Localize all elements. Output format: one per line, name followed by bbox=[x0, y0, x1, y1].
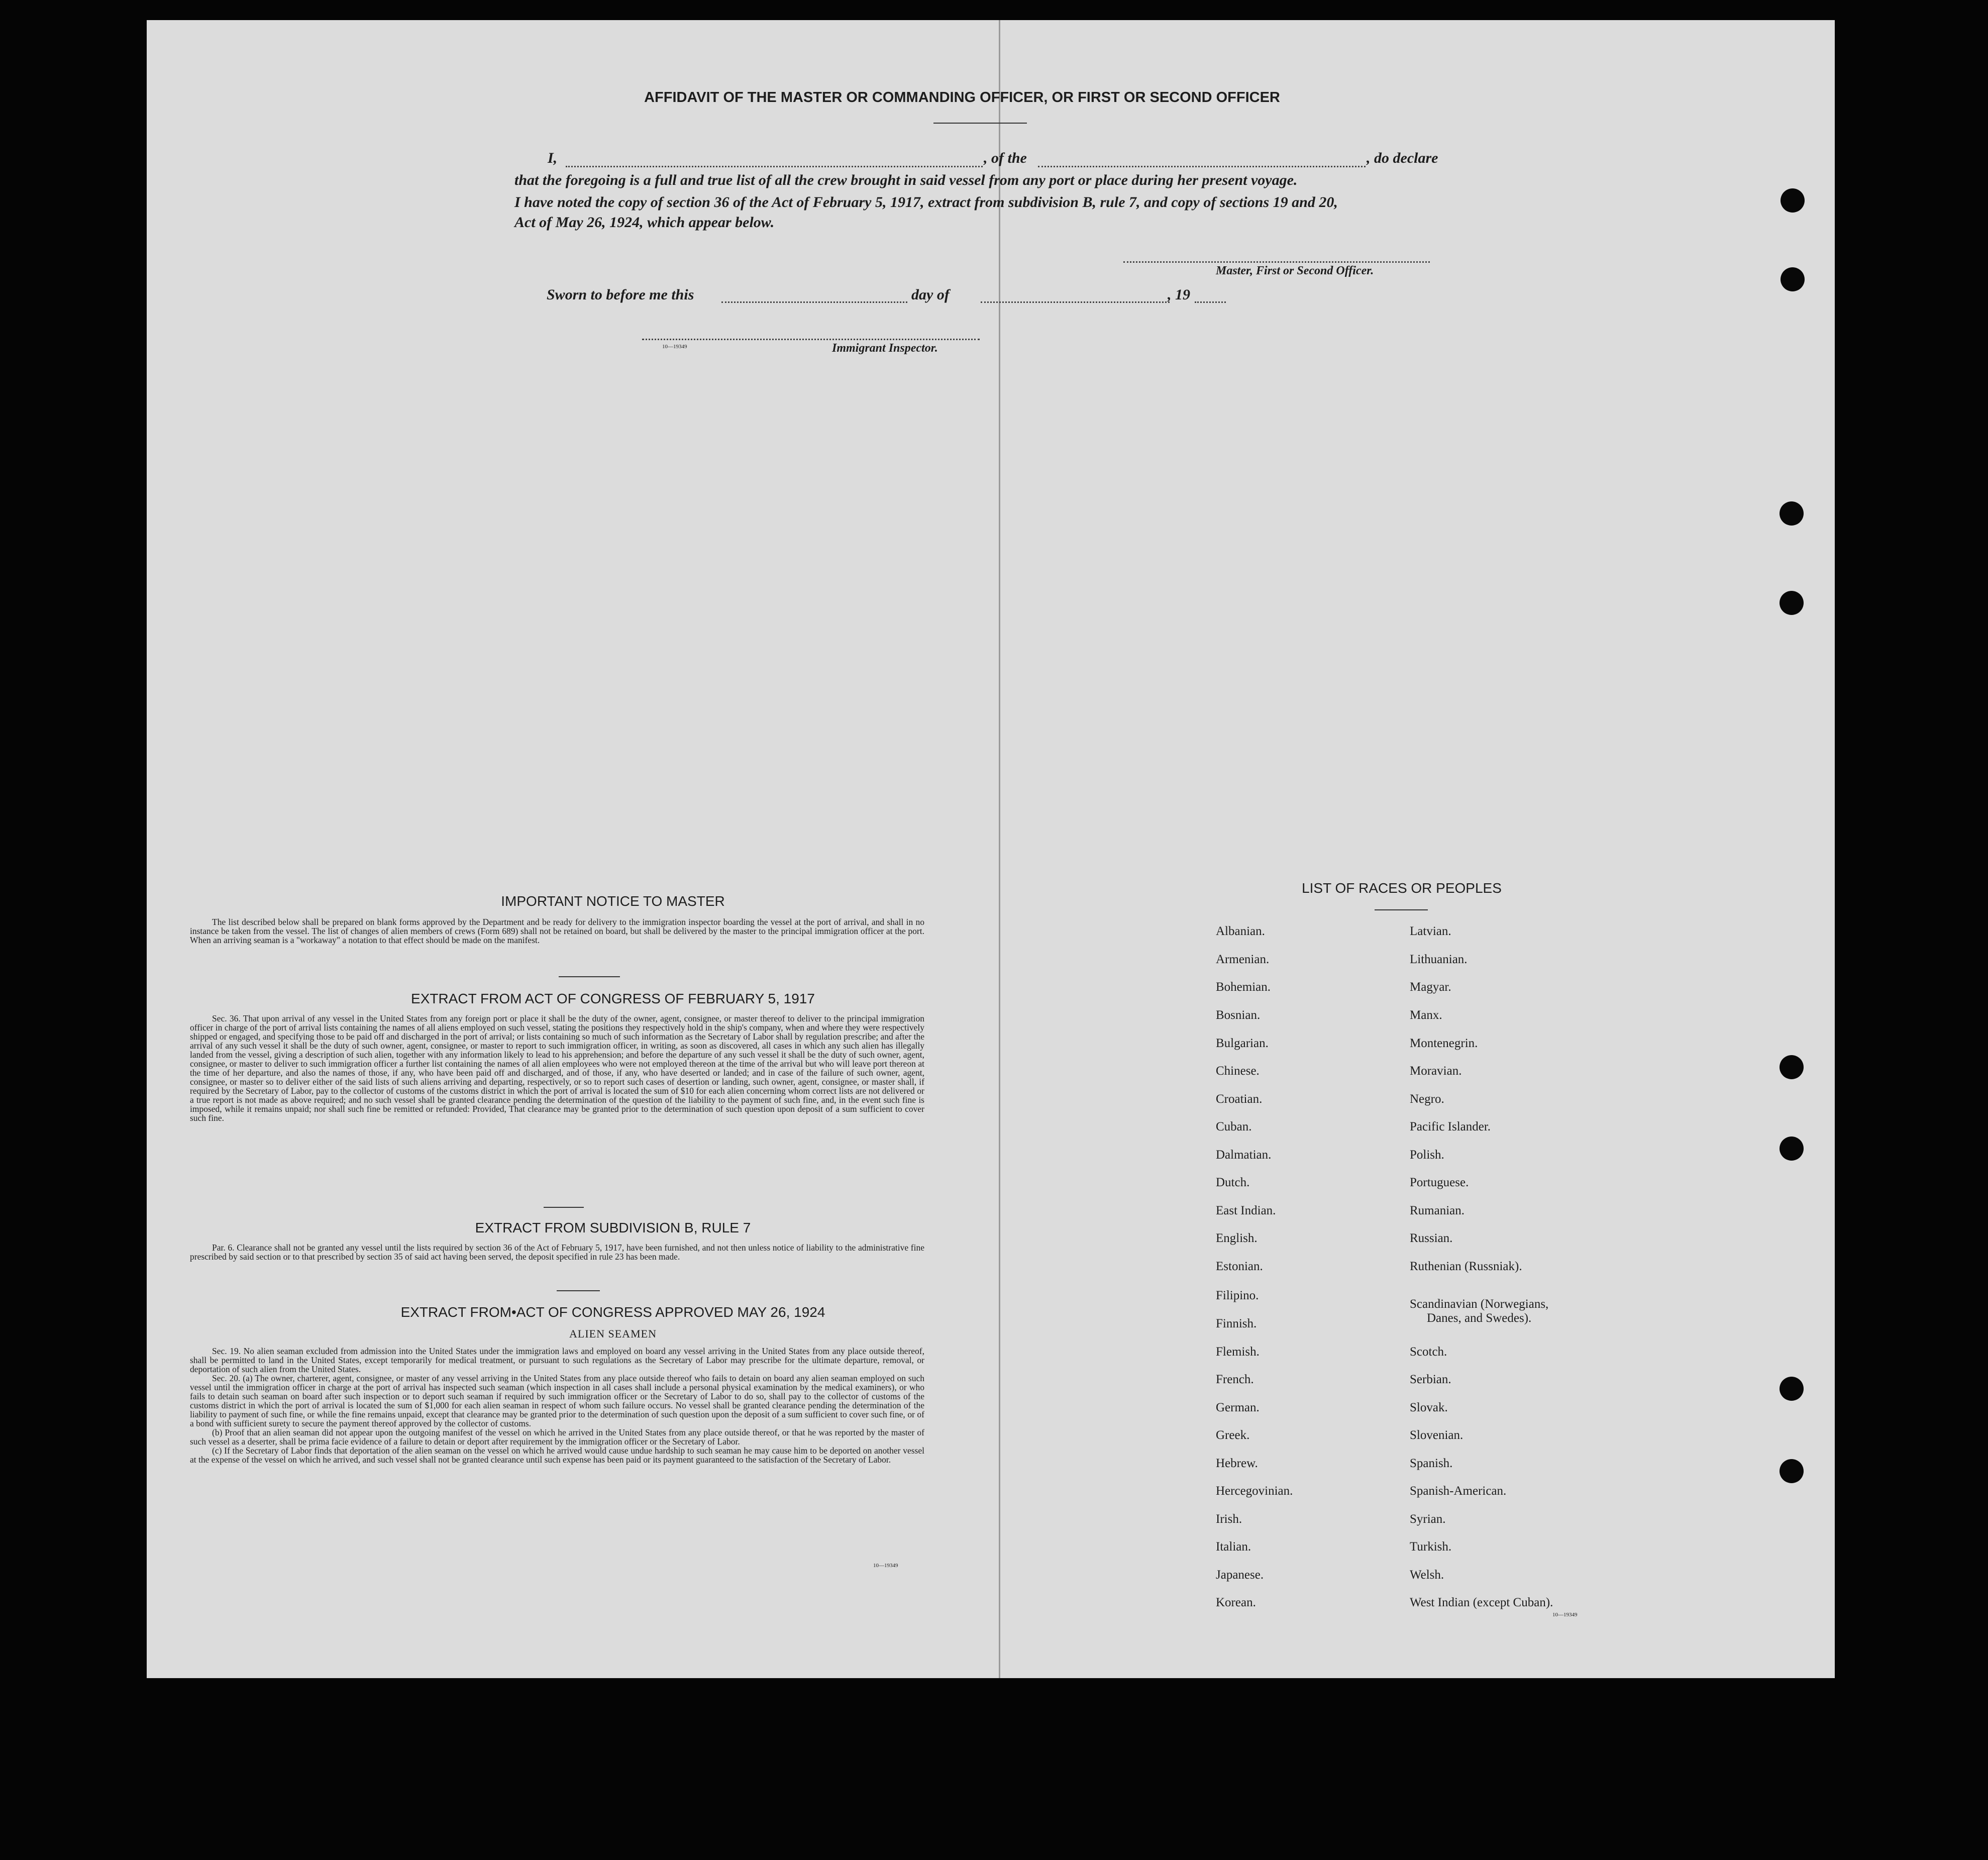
race-item: Armenian. bbox=[1216, 953, 1270, 966]
page-fold-line bbox=[999, 20, 1000, 1678]
binder-hole bbox=[1780, 1459, 1804, 1483]
race-item: Lithuanian. bbox=[1410, 953, 1468, 966]
binder-hole bbox=[1780, 501, 1804, 526]
race-item: Magyar. bbox=[1410, 980, 1451, 994]
race-item: Albanian. bbox=[1216, 924, 1265, 938]
races-title: LIST OF RACES OR PEOPLES bbox=[1302, 880, 1502, 896]
extract-1917-text bbox=[190, 1014, 924, 1122]
race-item: French. bbox=[1216, 1373, 1254, 1386]
day-of-label: day of bbox=[911, 286, 950, 303]
section-rule bbox=[544, 1207, 584, 1208]
race-item: Latvian. bbox=[1410, 924, 1451, 938]
inspector-signature-line bbox=[642, 339, 980, 340]
section-rule bbox=[557, 1290, 600, 1291]
race-item: Polish. bbox=[1410, 1148, 1444, 1162]
binder-hole bbox=[1780, 1377, 1804, 1401]
race-item: East Indian. bbox=[1216, 1204, 1276, 1217]
notice-text bbox=[190, 917, 924, 945]
race-item: Chinese. bbox=[1216, 1064, 1260, 1078]
notice-paragraph: The list described below shall be prepared on blank forms approved by the Department and be ready for delivery to the immigration inspector boarding the vessel at the port of arrival, and shall in no instance be taken from the vessel. The list of changes of alien members of crews (Form 689) shall not be retained on board, but shall be delivered by the master to the principal immigration officer at the port. When an arriving seaman is a "workaway" a notation to that effect should be made on the manifest. bbox=[190, 917, 924, 945]
section-20c-paragraph: (c) If the Secretary of Labor finds that deportation of the alien seaman on the vessel on which he arrived would cause undue hardship to such seaman he may cause him to be deported on another vessel at the expense of the vessel on which he arrived, and such vessel shall not be granted clearance until such expense has been paid or its payment guaranteed to the satisfaction of the Secretary of Labor. bbox=[190, 1445, 924, 1465]
race-item: Japanese. bbox=[1216, 1568, 1264, 1582]
section-19-paragraph: Sec. 19. No alien seaman excluded from admission into the United States under the immigration laws and employed on board any vessel arriving in the United States from any place outside thereof, shall be permitted to land in the United States, except temporarily for medical treatment, or pursuant to such regulations as the Secretary of Labor may prescribe for the ultimate departure, removal, or deportation of such alien from the United States. bbox=[190, 1346, 924, 1374]
form-number: 10—19349 bbox=[873, 1563, 898, 1569]
race-item: English. bbox=[1216, 1231, 1258, 1245]
affidavit-title: AFFIDAVIT OF THE MASTER OR COMMANDING OFFICER, OR FIRST OR SECOND OFFICER bbox=[644, 89, 1280, 106]
race-item: Hercegovinian. bbox=[1216, 1484, 1293, 1498]
race-item: Moravian. bbox=[1410, 1064, 1462, 1078]
race-item: Flemish. bbox=[1216, 1345, 1260, 1359]
race-item: Manx. bbox=[1410, 1008, 1442, 1022]
race-item: Italian. bbox=[1216, 1540, 1251, 1554]
race-item: Spanish. bbox=[1410, 1457, 1453, 1470]
section-20a-paragraph: Sec. 20. (a) The owner, charterer, agent, consignee, or master of any vessel arriving in the United States from any place outside thereof who fails to detain on board any alien seaman employed on such vessel until the immigration officer in charge at the port of arrival has inspected such seaman (which inspection in all cases shall include a personal physical examination by the medical examiners), or who fails to detain such seaman on board after such inspection or to deport such seaman if required by such immigration officer or the Secretary of Labor to do so, shall pay to the collector of customs of the customs district in which the port of arrival is located the sum of $1,000 for each alien seaman in respect of whom such failure occurs. No vessel shall be granted clearance pending the determination of the liability to payment of such fine, or while the fine remains unpaid, except that clearance may be granted prior to the determination of such question upon the deposit of a sum sufficient to cover such fine, or of a bond with sufficient surety to secure the payment thereof approved by the collector of customs. bbox=[190, 1373, 924, 1428]
section-rule bbox=[559, 976, 620, 977]
race-item: Scandinavian (Norwegians, bbox=[1410, 1297, 1549, 1311]
title-rule bbox=[933, 123, 1027, 124]
binder-hole bbox=[1781, 188, 1805, 213]
binder-hole bbox=[1780, 1055, 1804, 1079]
race-item: Ruthenian (Russniak). bbox=[1410, 1260, 1522, 1273]
section-36-paragraph: Sec. 36. That upon arrival of any vessel in the United States from any foreign port or place it shall be the duty of the owner, agent, consignee, or master thereof to deliver to the principal immigration officer in charge of the port of arrival lists containing the names of all aliens employed on such vessel, stating the positions they respectively hold in the ship's company, when and where they were respectively shipped or engaged, and specifying those to be paid off and discharged in the port of arrival; or lists containing so much of such information as the Secretary of Labor shall by regulation prescribe; and after the arrival of any such vessel it shall be the duty of such owner, agent, consignee, or master to report to such immigration officer, in writing, as soon as discovered, all cases in which any such alien has illegally landed from the vessel, giving a description of such alien, together with any information likely to lead to his apprehension; and before the departure of any such vessel it shall be the duty of such owner, agent, consignee, or master to deliver to such immigration officer a further list containing the names of all alien employees who were not employed thereon at the time of the arrival but who will leave port thereon at the time of her departure, and also the names of those, if any, who have been paid off and discharged, and of those, if any, who have deserted or landed; and in case of the failure of such owner, agent, consignee, or master so to deliver either of the said lists of such aliens arriving and departing, respectively, or so to report such cases of desertion or landing, such owner, agent, consignee, or master shall, if required by the Secretary of Labor, pay to the collector of customs of the customs district in which the port of arrival is located the sum of $10 for each alien concerning whom correct lists are not delivered or a true report is not made as above required; and no such vessel shall be granted clearance pending the determination of the question of the liability to the payment of such fine, and, in the event such fine is imposed, while it remains unpaid; nor shall such fine be remitted or refunded: Provided, That clearance may be granted prior to the determination of such question upon deposit of a sum sufficient to cover such fine. bbox=[190, 1013, 924, 1123]
race-item: Negro. bbox=[1410, 1092, 1444, 1106]
sworn-day-blank bbox=[721, 301, 907, 303]
rule-7-title: EXTRACT FROM SUBDIVISION B, RULE 7 bbox=[475, 1220, 751, 1235]
race-item: Croatian. bbox=[1216, 1092, 1263, 1106]
race-item: Greek. bbox=[1216, 1428, 1250, 1442]
binder-hole bbox=[1780, 591, 1804, 615]
rule-7-text bbox=[190, 1243, 924, 1261]
races-title-rule bbox=[1375, 909, 1428, 910]
year-blank bbox=[1195, 301, 1226, 303]
race-item: Irish. bbox=[1216, 1512, 1242, 1526]
race-item: Korean. bbox=[1216, 1596, 1256, 1609]
notice-title: IMPORTANT NOTICE TO MASTER bbox=[501, 893, 725, 909]
extract-1917-title: EXTRACT FROM ACT OF CONGRESS OF FEBRUARY 5, 1917 bbox=[411, 991, 815, 1006]
race-item: Pacific Islander. bbox=[1410, 1120, 1491, 1133]
race-item: Bohemian. bbox=[1216, 980, 1271, 994]
alien-seamen-heading: ALIEN SEAMEN bbox=[569, 1327, 657, 1340]
race-item: Hebrew. bbox=[1216, 1457, 1258, 1470]
form-number: 10—19349 bbox=[662, 344, 687, 350]
binder-hole bbox=[1780, 1136, 1804, 1161]
binder-hole bbox=[1781, 267, 1805, 291]
month-blank bbox=[981, 301, 1170, 303]
race-item: German. bbox=[1216, 1401, 1260, 1414]
vessel-blank bbox=[1038, 166, 1366, 167]
race-item: Dalmatian. bbox=[1216, 1148, 1272, 1162]
race-item: Russian. bbox=[1410, 1231, 1453, 1245]
race-item: Welsh. bbox=[1410, 1568, 1444, 1582]
race-item: Filipino. bbox=[1216, 1289, 1259, 1302]
race-item: Montenegrin. bbox=[1410, 1037, 1478, 1050]
race-item: Syrian. bbox=[1410, 1512, 1446, 1526]
inspector-label: Immigrant Inspector. bbox=[832, 342, 938, 355]
section-20b-paragraph: (b) Proof that an alien seaman did not appear upon the outgoing manifest of the vessel on which he arrived in the United States from any place outside thereof, or that he was reported by the master of such vessel as a deserter, shall be prima facie evidence of a failure to detain or deport after requirement by the immigration officer or the Secretary of Labor. bbox=[190, 1427, 924, 1446]
race-item: Turkish. bbox=[1410, 1540, 1452, 1554]
race-item: Dutch. bbox=[1216, 1176, 1250, 1189]
race-item: Bulgarian. bbox=[1216, 1037, 1269, 1050]
race-item: Portuguese. bbox=[1410, 1176, 1469, 1189]
affidavit-line-4: Act of May 26, 1924, which appear below. bbox=[514, 214, 775, 231]
form-number: 10—19349 bbox=[1552, 1612, 1578, 1618]
affidavit-declare: , do declare bbox=[1367, 150, 1438, 166]
race-item: Estonian. bbox=[1216, 1260, 1263, 1273]
race-item: Danes, and Swedes). bbox=[1427, 1311, 1532, 1325]
race-item: Rumanian. bbox=[1410, 1204, 1465, 1217]
race-item: Slovak. bbox=[1410, 1401, 1448, 1414]
race-item: Cuban. bbox=[1216, 1120, 1252, 1133]
race-item: Spanish-American. bbox=[1410, 1484, 1507, 1498]
master-signature-label: Master, First or Second Officer. bbox=[1216, 264, 1374, 277]
year-label: , 19 bbox=[1168, 286, 1190, 303]
race-item: Slovenian. bbox=[1410, 1428, 1463, 1442]
affidavit-i: I, bbox=[548, 150, 558, 166]
extract-1924-title: EXTRACT FROM•ACT OF CONGRESS APPROVED MAY 26, 1924 bbox=[400, 1304, 825, 1320]
name-blank bbox=[566, 166, 983, 167]
race-item: Serbian. bbox=[1410, 1373, 1451, 1386]
master-signature-line bbox=[1123, 261, 1430, 263]
race-item: West Indian (except Cuban). bbox=[1410, 1596, 1553, 1609]
race-item: Finnish. bbox=[1216, 1317, 1257, 1330]
affidavit-line-2: that the foregoing is a full and true list of all the crew brought in said vessel from any port or place during her present voyage. bbox=[514, 172, 1298, 188]
par-6-paragraph: Par. 6. Clearance shall not be granted any vessel until the lists required by section 36 of the Act of February 5, 1917, have been furnished, and not then unless notice of liability to the administrative fine prescribed by said section or to that prescribed by section 35 of said act having been served, the deposit specified in rule 23 has been made. bbox=[190, 1243, 924, 1262]
affidavit-line-3: I have noted the copy of section 36 of the Act of February 5, 1917, extract from subdivision B, rule 7, and copy of sections 19 and 20, bbox=[514, 194, 1338, 211]
race-item: Scotch. bbox=[1410, 1345, 1447, 1359]
affidavit-of-the: , of the bbox=[984, 150, 1027, 166]
extract-1924-text bbox=[190, 1347, 924, 1464]
race-item: Bosnian. bbox=[1216, 1008, 1261, 1022]
sworn-label: Sworn to before me this bbox=[547, 286, 694, 303]
